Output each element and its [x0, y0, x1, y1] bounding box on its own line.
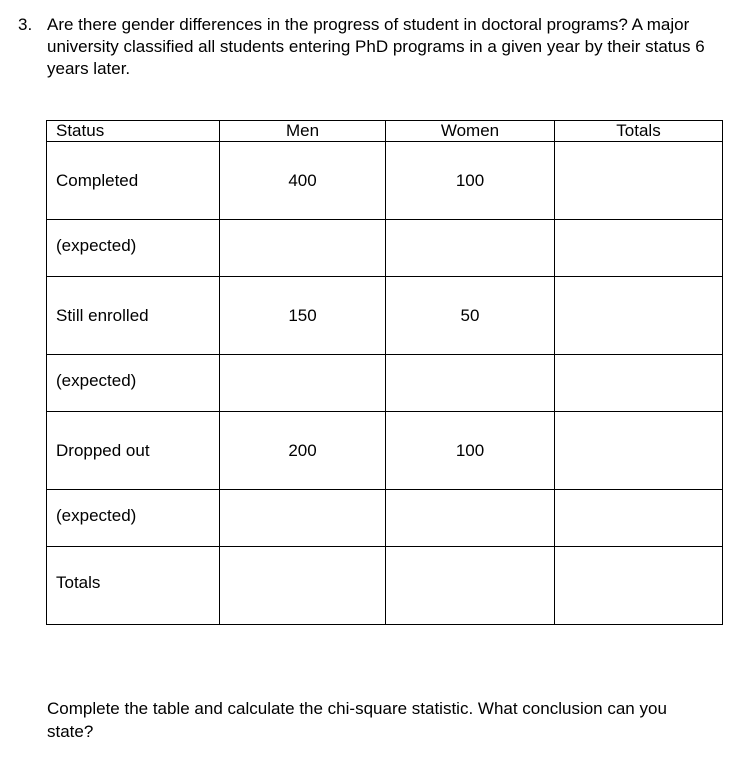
row-label: (expected)	[56, 236, 137, 255]
cell-women: 100	[455, 171, 485, 190]
table-row-completed-expected	[47, 220, 723, 277]
cell-totals	[555, 142, 722, 171]
header-status: Status	[47, 121, 220, 142]
cell-women	[386, 355, 554, 371]
cell-totals	[555, 277, 722, 306]
cell-women	[386, 220, 554, 236]
header-men: Men	[220, 121, 386, 142]
table-row-completed	[47, 142, 723, 220]
cell-totals	[555, 490, 722, 506]
row-label: (expected)	[56, 371, 137, 390]
cell-totals	[555, 547, 722, 573]
cell-women	[386, 490, 554, 506]
row-label: Still enrolled	[56, 306, 149, 325]
table-row-dropped-out	[47, 412, 723, 490]
header-totals: Totals	[555, 121, 723, 142]
cell-men: 150	[288, 306, 317, 325]
contingency-table	[46, 120, 723, 625]
cell-totals	[555, 220, 722, 236]
cell-men	[220, 355, 385, 371]
cell-totals	[555, 412, 722, 441]
header-women: Women	[386, 121, 555, 142]
cell-men	[220, 220, 385, 236]
question-text: Are there gender differences in the progress of student in doctoral programs? A major university classified all students entering PhD programs in a given year by their status 6 years later.	[47, 15, 705, 78]
table-row-still-enrolled	[47, 277, 723, 355]
row-label: (expected)	[56, 506, 137, 525]
row-label: Dropped out	[56, 441, 150, 460]
table-row-still-enrolled-expected	[47, 355, 723, 412]
cell-women: 50	[460, 306, 480, 325]
question-number: 3.	[18, 15, 33, 34]
question-block	[18, 14, 728, 80]
cell-men	[220, 547, 385, 573]
cell-men: 200	[288, 441, 317, 460]
cell-women: 100	[455, 441, 485, 460]
row-label: Totals	[56, 573, 101, 592]
table-row-dropped-out-expected	[47, 490, 723, 547]
instruction-text: Complete the table and calculate the chi-square statistic. What conclusion can you state?	[47, 699, 667, 741]
table-row-totals	[47, 547, 723, 625]
row-label: Completed	[56, 171, 139, 190]
cell-totals	[555, 355, 722, 371]
cell-men: 400	[288, 171, 317, 190]
cell-women	[386, 547, 554, 573]
table-header-row	[47, 121, 723, 142]
cell-men	[220, 490, 385, 506]
